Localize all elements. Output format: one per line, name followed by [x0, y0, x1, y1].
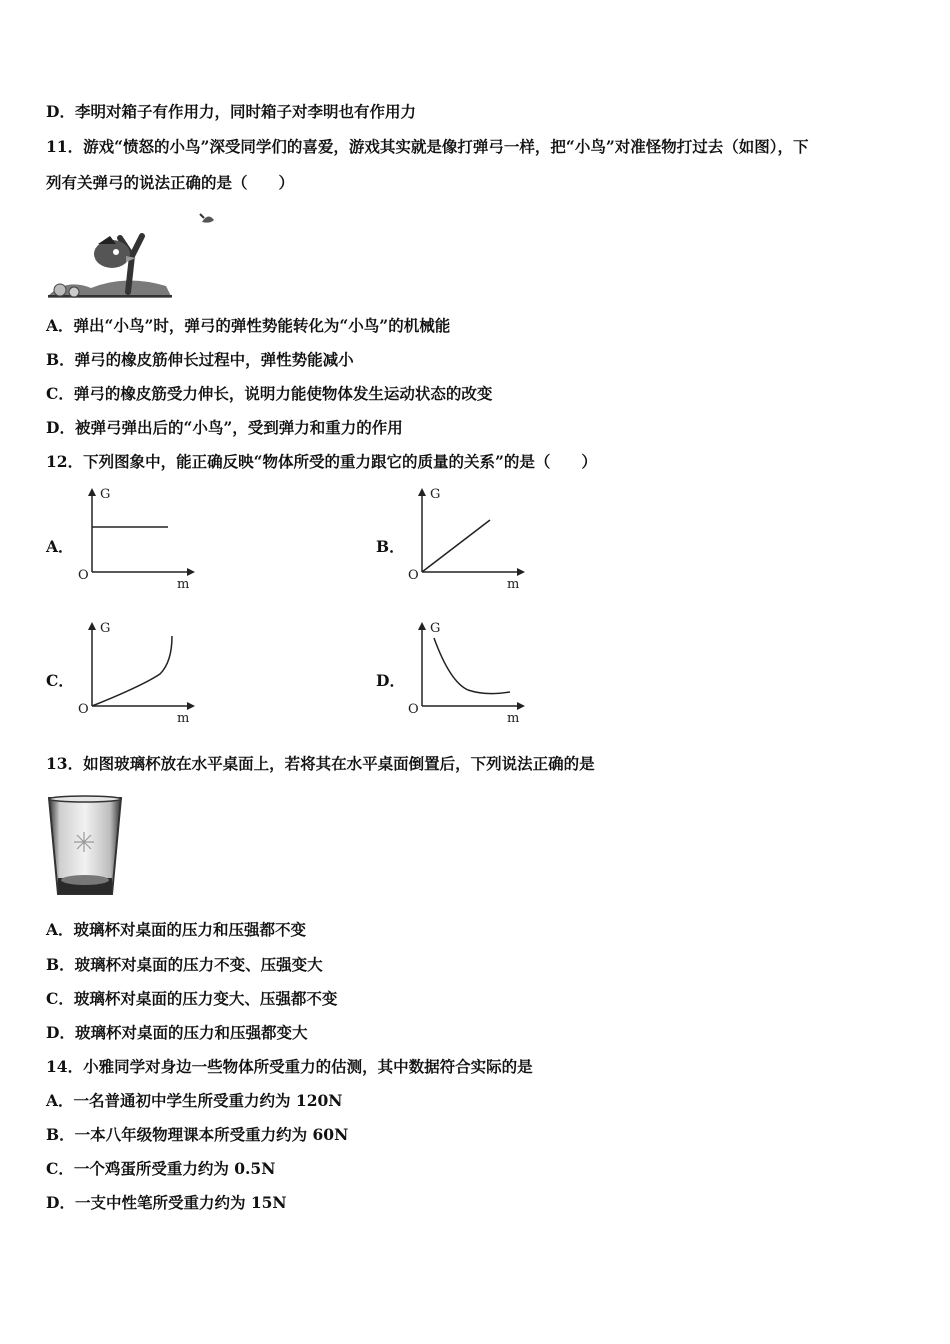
q13-option-d: D．玻璃杯对桌面的压力和压强都变大: [46, 1023, 308, 1042]
q12-stem: 12．下列图象中，能正确反映“物体所受的重力跟它的质量的关系”的是（ ）: [46, 452, 597, 471]
q12-graph-d: [402, 618, 532, 724]
q11-option-d: D．被弹弓弹出后的“小鸟”，受到弹力和重力的作用: [46, 418, 403, 437]
glass-cup-figure: [46, 794, 124, 906]
graph-a-y-label: G: [100, 487, 111, 502]
q11-option-c: C．弹弓的橡皮筋受力伸长，说明力能使物体发生运动状态的改变: [46, 384, 493, 403]
q11-option-b: B．弹弓的橡皮筋伸长过程中，弹性势能减小: [46, 350, 354, 369]
graph-a-origin: O: [78, 568, 89, 583]
graph-a-x-label: m: [177, 577, 190, 592]
q14-stem: 14．小雅同学对身边一些物体所受重力的估测，其中数据符合实际的是: [46, 1057, 533, 1076]
graph-d-x-label: m: [507, 711, 520, 726]
graph-d-origin: O: [408, 702, 419, 717]
q14-option-d: D．一支中性笔所受重力约为 15N: [46, 1193, 287, 1212]
q11-stem-line1: 11．游戏“愤怒的小鸟”深受同学们的喜爱，游戏其实就是像打弹弓一样，把“小鸟”对准怪物打过去（如图），下: [46, 137, 809, 156]
graph-b-x-label: m: [507, 577, 520, 592]
q12-graph-a: [72, 484, 202, 590]
q13-option-a: A．玻璃杯对桌面的压力和压强都不变: [46, 920, 307, 939]
q14-option-b: B．一本八年级物理课本所受重力约为 60N: [46, 1125, 349, 1144]
graph-d-y-label: G: [430, 621, 441, 636]
graph-c-origin: O: [78, 702, 89, 717]
q14-option-a: A．一名普通初中学生所受重力约为 120N: [46, 1091, 343, 1110]
q12-option-c-label: C．: [46, 671, 74, 690]
q12-graph-b: [402, 484, 532, 590]
q14-option-c: C．一个鸡蛋所受重力约为 0.5N: [46, 1159, 276, 1178]
q12-option-d-label: D．: [376, 671, 405, 690]
q13-option-c: C．玻璃杯对桌面的压力变大、压强都不变: [46, 989, 338, 1008]
graph-c-x-label: m: [177, 711, 190, 726]
q13-option-b: B．玻璃杯对桌面的压力不变、压强变大: [46, 955, 323, 974]
q13-stem: 13．如图玻璃杯放在水平桌面上，若将其在水平桌面倒置后，下列说法正确的是: [46, 754, 595, 773]
q12-option-b-label: B．: [376, 537, 405, 556]
graph-b-y-label: G: [430, 487, 441, 502]
q12-option-a-label: A．: [46, 537, 74, 556]
q12-graph-c: [72, 618, 202, 724]
q10-option-d: D．李明对箱子有作用力，同时箱子对李明也有作用力: [46, 102, 416, 121]
q11-option-a: A．弹出“小鸟”时，弹弓的弹性势能转化为“小鸟”的机械能: [46, 316, 451, 335]
graph-c-y-label: G: [100, 621, 111, 636]
q11-stem-line2: 列有关弹弓的说法正确的是（ ）: [46, 173, 295, 192]
graph-b-origin: O: [408, 568, 419, 583]
angry-birds-slingshot-figure: [46, 208, 221, 307]
